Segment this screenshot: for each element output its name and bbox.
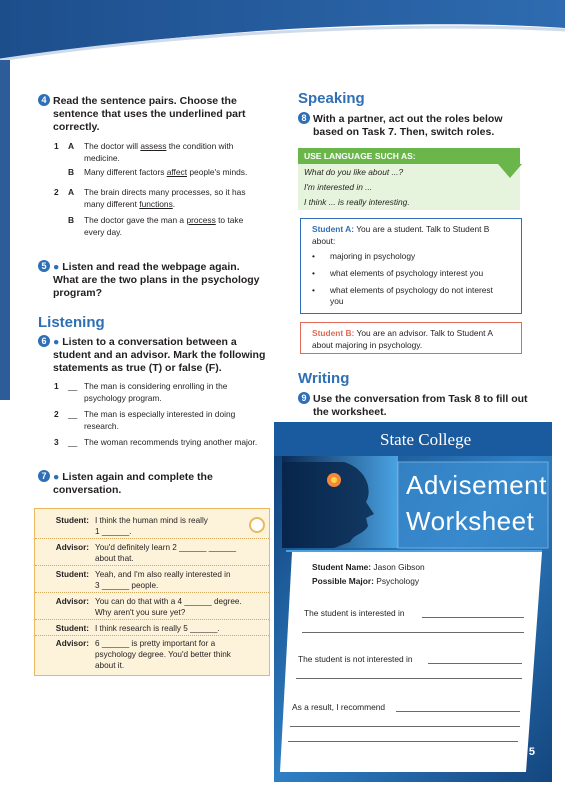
student-name-row: Student Name: Jason Gibson [312,562,425,572]
language-item: I think ... is really interesting. [304,197,410,207]
prompt-recommend: As a result, I recommend [292,702,386,712]
conversation-box: Student: I think the human mind is really 1 ______. Advisor: You'd definitely learn 2 ______ ______ about that. Student: Yeah, and I'm also really interested in 3 ______ people. Advisor: You can do that with a 4 ______ degree. Why aren't you sure yet? Student: I think research is really 5 ______. Advisor: 6 ______ is pretty important for a psychology degree. You'd better think about it. [34,508,270,676]
speaking-heading: Speaking [298,90,365,107]
task4-number: 4 [38,94,50,106]
prompt-interested: The student is interested in [304,608,405,618]
answer-line[interactable] [302,632,524,633]
headphones-icon: ● [53,261,60,273]
answer-line[interactable] [422,617,524,618]
bullet-item: • [312,251,315,261]
task4-pair2-b: B The doctor gave the man a process to take every day. [68,215,244,237]
task4-pair2-a: 2 A The brain directs many processes, so it has many different functions. [54,187,246,209]
language-item: What do you like about ...? [304,167,404,177]
answer-line[interactable] [428,663,522,664]
answer-line[interactable] [288,741,518,742]
headphones-icon: ● [53,471,60,483]
task4-pair1-a: 1 A The doctor will assess the condition with medicine. [54,141,234,163]
student-b-text: Student B: You are an advisor. Talk to Student A about majoring in psychology. [312,328,493,350]
page-number: 5 [528,746,535,758]
possible-major-row: Possible Major: Psychology [312,576,420,586]
task8-instructions: 8 With a partner, act out the roles below based on Task 7. Then, switch roles. [298,112,548,139]
task6-item3: 3 __ The woman recommends trying another major. [54,437,258,447]
task4-instructions: 4 Read the sentence pairs. Choose the sentence that uses the underlined part correctly. [38,94,278,134]
task6-item2: 2 __ The man is especially interested in doing research. [54,409,236,431]
task5-instructions: 5 ● Listen and read the webpage again. What are the two plans in the psychology program? [38,260,288,300]
task9-instructions: 9 Use the conversation from Task 8 to fill out the worksheet. [298,392,558,419]
task7-instructions: 7 ● Listen again and complete the conversation. [38,470,288,497]
advisement-worksheet [274,422,552,782]
header-band [0,0,565,60]
task6-instructions: 6 ● Listen to a conversation between a student and an advisor. Mark the following statements as true (T) or false (F). [38,335,288,375]
prompt-not-interested: The student is not interested in [298,654,413,664]
writing-heading: Writing [298,370,350,387]
bullet-item: • [312,268,315,278]
listening-heading: Listening [38,314,105,331]
headphones-icon: ● [53,336,60,348]
language-box-heading: USE LANGUAGE SUCH AS: [298,148,520,164]
bullet-item: • [312,285,315,295]
worksheet-title-1: Advisement [406,470,547,500]
task6-item1: 1 __ The man is considering enrolling in the psychology program. [54,381,228,403]
college-name: State College [380,430,472,449]
speech-pointer-icon [498,164,522,178]
left-edge-bar [0,60,10,400]
answer-line[interactable] [396,711,520,712]
language-item: I'm interested in ... [304,182,373,192]
student-a-text: Student A: You are a student. Talk to Student B about: [312,224,490,246]
answer-line[interactable] [290,726,520,727]
answer-line[interactable] [296,678,522,679]
worksheet-title-2: Worksheet [406,506,535,536]
